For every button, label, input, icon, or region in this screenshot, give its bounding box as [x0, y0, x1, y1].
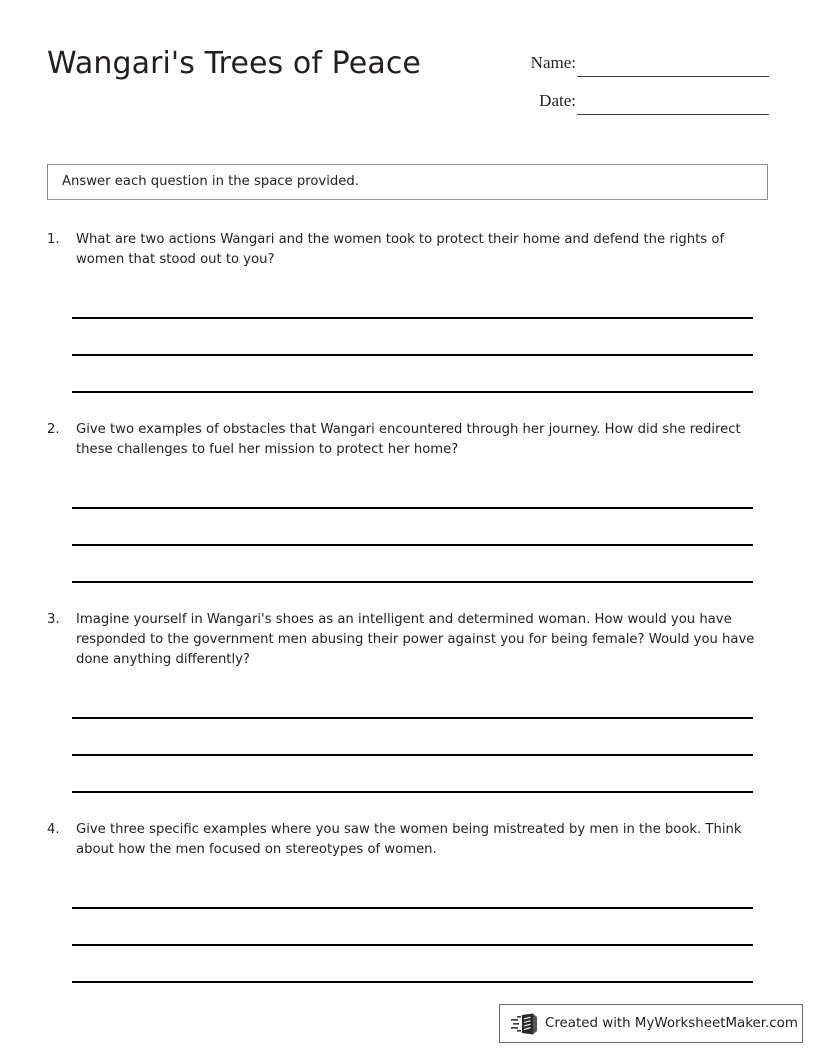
- date-label: Date:: [539, 91, 576, 110]
- answer-line[interactable]: [72, 909, 753, 946]
- question-header: [47, 610, 769, 670]
- questions-list: [47, 230, 769, 983]
- question-text: Give three specific examples where you saw the women being mistreated by men in the book. Think about how the men focused on stereotypes of women.: [76, 822, 742, 857]
- name-label: Name:: [530, 53, 576, 72]
- answer-line[interactable]: [72, 282, 753, 319]
- name-field-row: [514, 52, 769, 90]
- question-item: [47, 820, 769, 983]
- answer-line[interactable]: [72, 472, 753, 509]
- footer-attribution-badge[interactable]: [499, 1004, 803, 1043]
- date-input-line[interactable]: [577, 114, 769, 115]
- question-item: [47, 230, 769, 393]
- answer-area[interactable]: [72, 682, 753, 793]
- answer-line[interactable]: [72, 356, 753, 393]
- question-header: [47, 820, 769, 860]
- answer-line[interactable]: [72, 946, 753, 983]
- instruction-box: [47, 164, 768, 200]
- question-number: 4.: [47, 822, 60, 837]
- answer-line[interactable]: [72, 319, 753, 356]
- answer-line[interactable]: [72, 872, 753, 909]
- answer-line[interactable]: [72, 756, 753, 793]
- question-header: [47, 230, 769, 270]
- worksheet-header: [47, 44, 769, 124]
- name-input-line[interactable]: [577, 76, 769, 77]
- myworksheetmaker-logo-icon: [511, 1012, 541, 1036]
- answer-area[interactable]: [72, 472, 753, 583]
- question-number: 3.: [47, 612, 60, 627]
- question-item: [47, 420, 769, 583]
- question-item: [47, 610, 769, 793]
- question-number: 1.: [47, 232, 60, 247]
- answer-area[interactable]: [72, 872, 753, 983]
- instruction-text: Answer each question in the space provided.: [62, 174, 359, 189]
- question-text: Imagine yourself in Wangari's shoes as an intelligent and determined woman. How would you have responded to the government men abusing their power against you for being female? Would you have done anything differently?: [76, 612, 755, 667]
- answer-line[interactable]: [72, 682, 753, 719]
- question-text: What are two actions Wangari and the women took to protect their home and defend the rights of women that stood out to you?: [76, 232, 725, 267]
- page-title: Wangari's Trees of Peace: [47, 46, 421, 81]
- footer-attribution-text: Created with MyWorksheetMaker.com: [545, 1015, 798, 1031]
- question-number: 2.: [47, 422, 60, 437]
- answer-line[interactable]: [72, 719, 753, 756]
- answer-line[interactable]: [72, 509, 753, 546]
- question-header: [47, 420, 769, 460]
- date-field-row: [514, 90, 769, 128]
- question-text: Give two examples of obstacles that Wangari encountered through her journey. How did she redirect these challenges to fuel her mission to protect her home?: [76, 422, 741, 457]
- answer-area[interactable]: [72, 282, 753, 393]
- answer-line[interactable]: [72, 546, 753, 583]
- name-date-group: [514, 52, 769, 128]
